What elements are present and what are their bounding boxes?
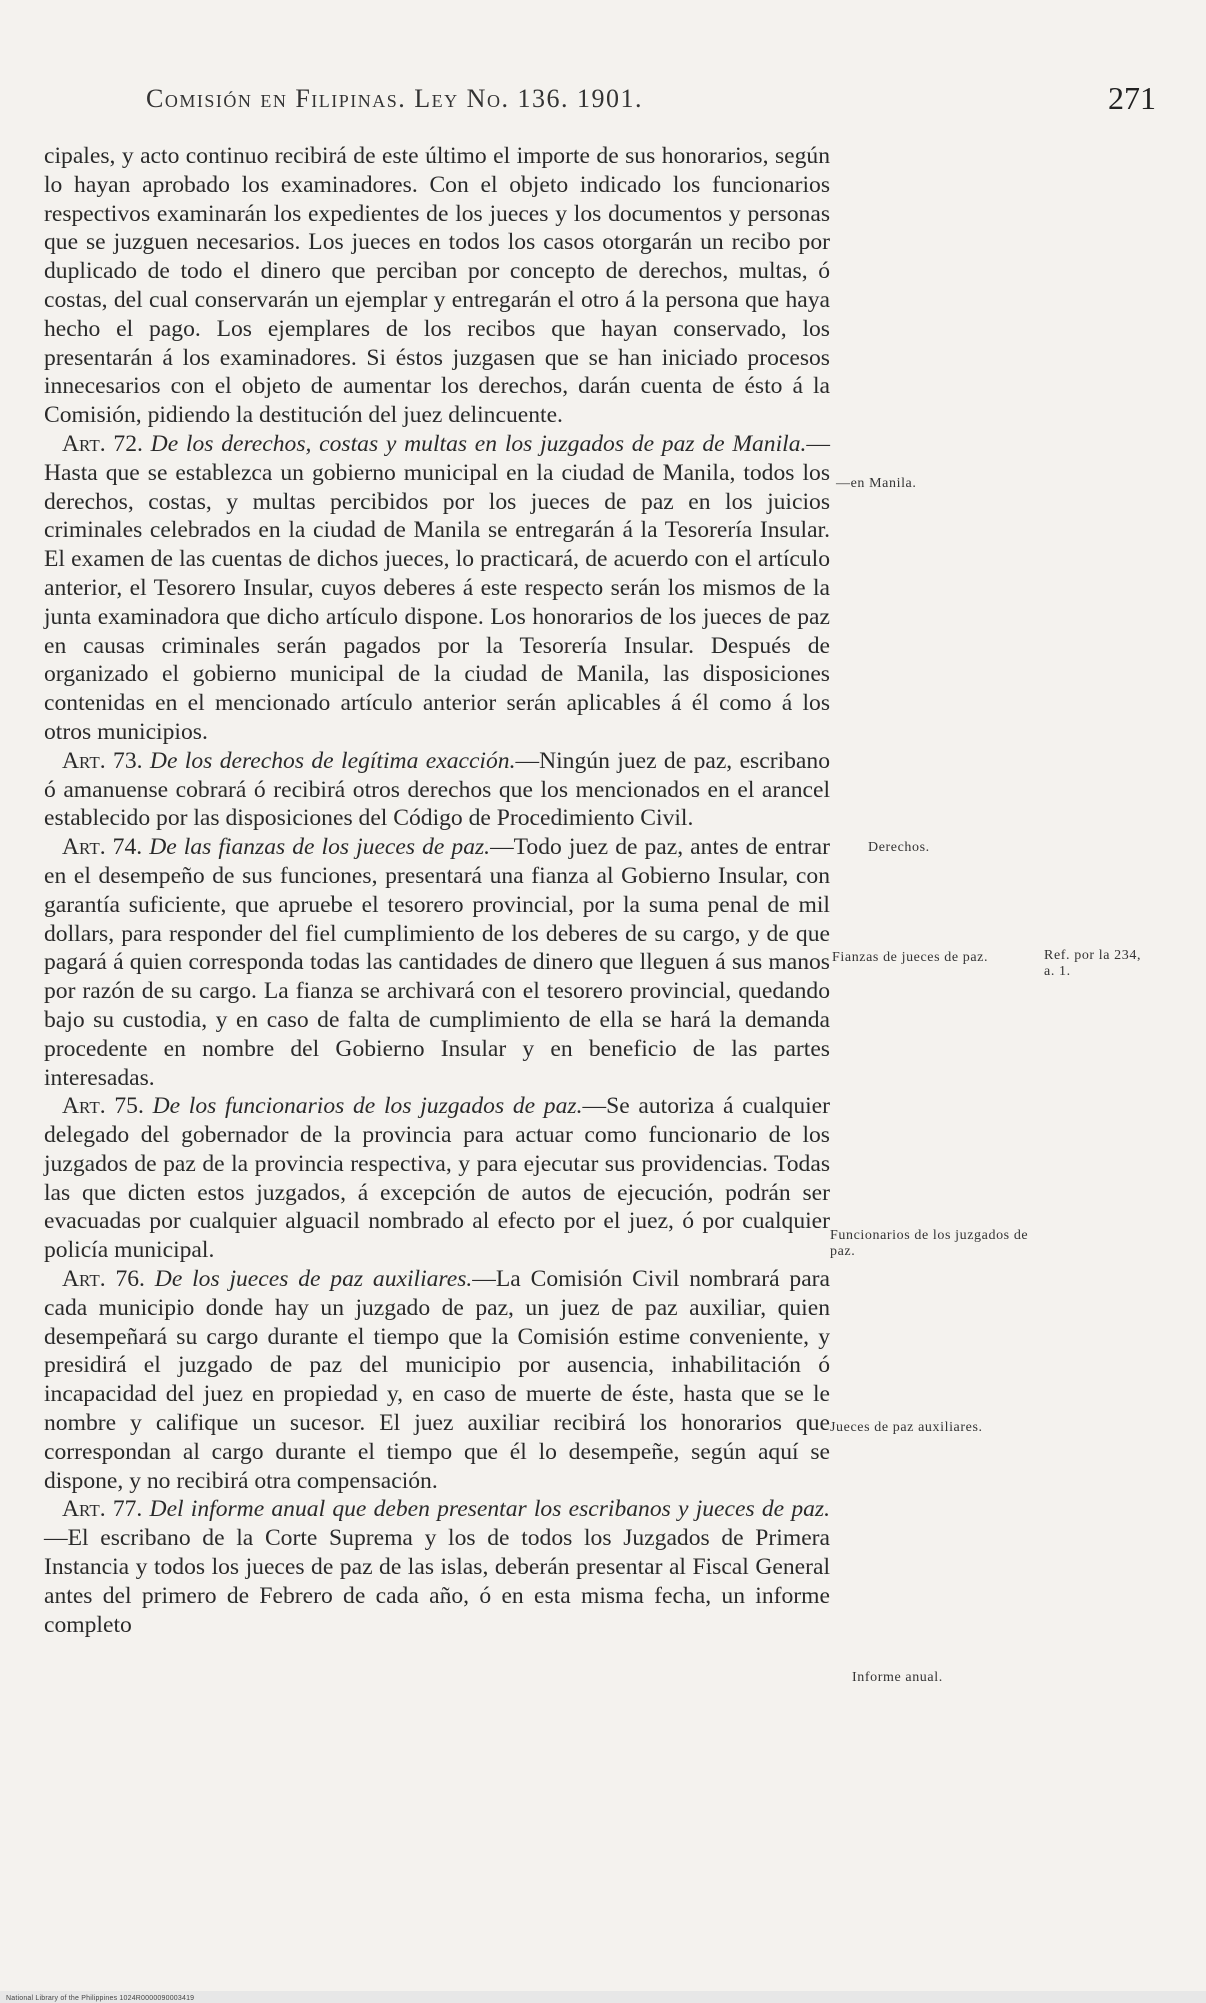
article-label: Art. 75. bbox=[62, 1093, 144, 1120]
paragraph-text: cipales, y acto continuo recibirá de este último el importe de sus honorarios, según lo hayan aprobado los examinadores. Con el objeto indicado los funcionarios respectivos examinarán los expedientes de los jueces y los documentos y personas que se juzguen necesarios. Los jueces en todos los casos otorgarán un recibo por duplicado de todo el dinero que perciban por concepto de derechos, multas, ó costas, del cual conservarán un ejemplar y entregarán el otro á la persona que haya hecho el pago. Los ejemplares de los recibos que hayan conservado, los presentarán á los examinadores. Si éstos juzgasen que se han iniciado procesos innecesarios con el objeto de aumentar los derechos, darán cuenta de ésto á la Comisión, pidiendo la destitución del juez delincuente. bbox=[44, 143, 830, 429]
paragraph-continuation bbox=[44, 142, 830, 430]
article-text: —El escribano de la Corte Suprema y los de todos los Juzgados de Primera Instancia y todos los jueces de paz de las islas, deberán presentar al Fiscal General antes del primero de Febrero de cada año, ó en esta misma fecha, un informe completo bbox=[44, 1525, 830, 1638]
article-72 bbox=[44, 430, 830, 747]
article-76 bbox=[44, 1265, 830, 1495]
margin-note-funcionarios: Funcionarios de los juzgados de paz. bbox=[830, 1228, 1029, 1259]
margin-note-ref: Ref. por la 234, a. 1. bbox=[1044, 948, 1142, 979]
body-text bbox=[44, 142, 830, 1639]
margin-note-manila: —en Manila. bbox=[836, 476, 917, 491]
margin-note-auxiliares: Jueces de paz auxiliares. bbox=[830, 1420, 983, 1435]
margin-note-derechos: Derechos. bbox=[868, 840, 930, 855]
article-label: Art. 73. bbox=[62, 747, 143, 774]
margin-note-fianzas: Fianzas de jueces de paz. bbox=[832, 950, 989, 965]
article-title: De los derechos, costas y multas en los juzgados de paz de Manila. bbox=[150, 430, 807, 457]
article-title: De las fianzas de los jueces de paz. bbox=[149, 834, 491, 861]
article-73 bbox=[44, 747, 830, 833]
page-header bbox=[146, 82, 1156, 122]
article-text: —La Comisión Civil nombrará para cada municipio donde hay un juzgado de paz, un juez de paz auxiliar, quien desempeñará su cargo durante el tiempo que la Comisión estime conveniente, y presidirá el juzgado de paz del municipio por ausencia, inhabilitación ó incapacidad del juez en propiedad y, en caso de muerte de éste, hasta que se le nombre y califique un sucesor. El juez auxiliar recibirá los honorarios que correspondan al cargo durante el tiempo que él lo desempeñe, según aquí se dispone, y no recibirá otra compensación. bbox=[44, 1266, 831, 1494]
article-title: Del informe anual que deben presentar los escribanos y jueces de paz. bbox=[149, 1496, 830, 1523]
article-title: De los derechos de legítima exacción. bbox=[149, 747, 516, 774]
running-head: Comisión en Filipinas. Ley No. 136. 1901. bbox=[146, 84, 643, 113]
article-text: —Hasta que se establezca un gobierno municipal en la ciudad de Manila, todos los derechos, costas, y multas percibidos por los jueces de paz en los juicios criminales celebrados en la ciudad de Manila se entregarán á la Tesorería Insular. El examen de las cuentas de dichos jueces, lo practicará, de acuerdo con el artículo anterior, el Tesorero Insular, cuyos deberes á este respecto serán los mismos de la junta examinadora que dicho artículo dispone. Los honorarios de los jueces de paz en causas criminales serán pagados por la Tesorería Insular. Después de organizado el gobierno municipal de la ciudad de Manila, las disposiciones contenidas en el mencionado artículo anterior serán aplicables á él como á los otros municipios. bbox=[44, 430, 830, 745]
article-74 bbox=[44, 833, 830, 1092]
article-text: —Se autoriza á cualquier delegado del gobernador de la provincia para actuar como funcionario de los juzgados de paz de la provincia respectiva, y para ejecutar sus providencias. Todas las que dicten estos juzgados, á excepción de autos de ejecución, podrán ser evacuadas por cualquier alguacil nombrado al efecto por el juez, ó por cualquier policía municipal. bbox=[44, 1093, 831, 1264]
page-number: 271 bbox=[1108, 80, 1156, 116]
article-label: Art. 76. bbox=[62, 1266, 145, 1293]
article-label: Art. 77. bbox=[62, 1496, 143, 1523]
article-title: De los jueces de paz auxiliares. bbox=[154, 1266, 473, 1293]
article-title: De los funcionarios de los juzgados de paz. bbox=[152, 1093, 583, 1120]
article-text: —Todo juez de paz, antes de entrar en el desempeño de sus funciones, presentará una fianza al Gobierno Insular, con garantía suficiente, que apruebe el tesorero provincial, por la suma penal de mil dollars, para responder del fiel cumplimiento de los deberes de su cargo, y de que pagará á quien corresponda todas las cantidades de dinero que lleguen á sus manos por razón de su cargo. La fianza se archivará con el tesorero provincial, quedando bajo su custodia, y en caso de falta de cumplimiento de ella se hará la demanda procedente en nombre del Gobierno Insular y en beneficio de las partes interesadas. bbox=[44, 834, 830, 1091]
article-label: Art. 72. bbox=[62, 430, 143, 457]
scan-caption: National Library of the Philippines 1024R0000090003419 bbox=[6, 1995, 195, 2002]
article-77 bbox=[44, 1495, 830, 1639]
article-75 bbox=[44, 1092, 830, 1265]
article-text: —Ningún juez de paz, escribano ó amanuense cobrará ó recibirá otros derechos que los mencionados en el arancel establecido por las disposiciones del Código de Procedimiento Civil. bbox=[44, 747, 830, 832]
scan-footer-strip bbox=[0, 1991, 1206, 2003]
article-label: Art. 74. bbox=[62, 834, 143, 861]
margin-note-informe: Informe anual. bbox=[852, 1670, 943, 1685]
